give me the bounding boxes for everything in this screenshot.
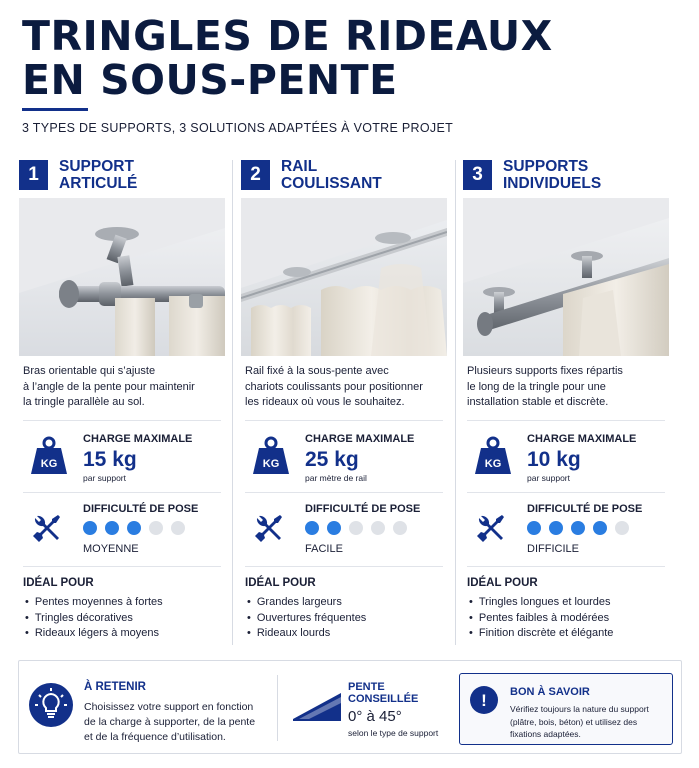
charge-value: 25 kg [305, 448, 359, 471]
divider [245, 492, 443, 493]
ideal-list [245, 595, 445, 642]
charge-unit: par mètre de rail [305, 473, 367, 483]
svg-text:!: ! [481, 691, 487, 710]
ideal-heading: IDÉAL POUR [467, 577, 538, 589]
charge-unit: par support [527, 473, 570, 483]
ideal-heading: IDÉAL POUR [23, 577, 94, 589]
product-photo-supports-individuels [463, 198, 669, 356]
column-title: RAIL COULISSANT [281, 158, 382, 192]
title-line-2: EN SOUS-PENTE [22, 56, 398, 104]
wrench-screwdriver-icon [475, 512, 507, 544]
wrench-screwdriver-icon [31, 512, 63, 544]
savoir-text: Vérifiez toujours la nature du support (plâtre, bois, béton) et utilisez des fixations adaptées. [510, 704, 649, 739]
ideal-list [467, 595, 667, 642]
difficulty-dot [571, 521, 585, 535]
column-divider [455, 160, 456, 645]
pente-title: PENTE CONSEILLÉE [348, 681, 419, 705]
list-item: • Pentes faibles à modérées [467, 611, 667, 627]
svg-text:KG: KG [262, 458, 280, 470]
summary-panel [18, 660, 682, 754]
ideal-list [23, 595, 223, 642]
divider [467, 566, 665, 567]
difficulty-rating [83, 521, 193, 537]
divider [277, 675, 278, 741]
product-photo-support-articule [19, 198, 225, 356]
difficulty-dot [83, 521, 97, 535]
column-divider [232, 160, 233, 645]
list-item: • Pentes moyennes à fortes [23, 595, 223, 611]
charge-label: CHARGE MAXIMALE [305, 433, 415, 445]
charge-label: CHARGE MAXIMALE [527, 433, 637, 445]
svg-text:KG: KG [484, 458, 502, 470]
wrench-screwdriver-icon [253, 512, 285, 544]
difficulty-dot [127, 521, 141, 535]
weight-kg-icon [473, 436, 513, 476]
lightbulb-icon [29, 683, 73, 727]
difficulty-dot [149, 521, 163, 535]
page-subtitle: 3 TYPES DE SUPPORTS, 3 SOLUTIONS ADAPTÉES À VOTRE PROJET [22, 121, 454, 135]
column-title: SUPPORT ARTICULÉ [59, 158, 138, 192]
difficulty-dot [305, 521, 319, 535]
divider [23, 420, 221, 421]
pente-value: 0° à 45° [348, 708, 402, 725]
list-item: • Tringles décoratives [23, 611, 223, 627]
list-item: • Tringles longues et lourdes [467, 595, 667, 611]
list-item: • Ouvertures fréquentes [245, 611, 445, 627]
charge-value: 10 kg [527, 448, 581, 471]
difficulty-dot [349, 521, 363, 535]
ideal-heading: IDÉAL POUR [245, 577, 316, 589]
difficulty-rating [305, 521, 415, 537]
charge-label: CHARGE MAXIMALE [83, 433, 193, 445]
charge-value: 15 kg [83, 448, 137, 471]
difficulty-label: DIFFICULTÉ DE POSE [527, 503, 643, 515]
column-supports-individuels [463, 158, 669, 648]
page-title [22, 14, 682, 102]
difficulty-value: MOYENNE [83, 543, 139, 555]
list-item: • Finition discrète et élégante [467, 626, 667, 642]
weight-kg-icon [251, 436, 291, 476]
divider [23, 492, 221, 493]
column-number: 3 [463, 160, 492, 190]
exclamation-icon [470, 686, 498, 714]
column-rail-coulissant [241, 158, 447, 648]
difficulty-dot [549, 521, 563, 535]
savoir-title: BON À SAVOIR [510, 686, 590, 698]
divider [245, 566, 443, 567]
product-photo-rail-coulissant [241, 198, 447, 356]
difficulty-dot [327, 521, 341, 535]
column-title: SUPPORTS INDIVIDUELS [503, 158, 602, 192]
divider [245, 420, 443, 421]
slope-triangle-icon [291, 691, 343, 721]
difficulty-dot [105, 521, 119, 535]
divider [467, 420, 665, 421]
column-number: 2 [241, 160, 270, 190]
difficulty-dot [615, 521, 629, 535]
retenir-title: À RETENIR [84, 681, 146, 693]
title-line-1: TRINGLES DE RIDEAUX [22, 12, 553, 60]
difficulty-dot [171, 521, 185, 535]
title-underline [22, 108, 88, 111]
difficulty-label: DIFFICULTÉ DE POSE [83, 503, 199, 515]
list-item: • Grandes largeurs [245, 595, 445, 611]
difficulty-label: DIFFICULTÉ DE POSE [305, 503, 421, 515]
divider [23, 566, 221, 567]
column-description: Rail fixé à la sous-pente avec chariots coulissants pour positionner les rideaux où vous le souhaitez. [245, 365, 423, 408]
difficulty-value: DIFFICILE [527, 543, 579, 555]
column-number: 1 [19, 160, 48, 190]
difficulty-rating [527, 521, 637, 537]
column-description: Plusieurs supports fixes répartis le long de la tringle pour une installation stable et discrète. [467, 365, 623, 408]
difficulty-dot [527, 521, 541, 535]
svg-text:KG: KG [40, 458, 58, 470]
charge-unit: par support [83, 473, 126, 483]
pente-note: selon le type de support [348, 728, 439, 738]
bon-a-savoir-box [459, 673, 673, 745]
retenir-text: Choisissez votre support en fonction de la charge à supporter, de la pente et de la fréquence d’utilisation. [84, 701, 256, 743]
difficulty-value: FACILE [305, 543, 343, 555]
list-item: • Rideaux légers à moyens [23, 626, 223, 642]
column-support-articule [19, 158, 225, 648]
divider [467, 492, 665, 493]
difficulty-dot [393, 521, 407, 535]
difficulty-dot [593, 521, 607, 535]
list-item: • Rideaux lourds [245, 626, 445, 642]
column-description: Bras orientable qui s’ajuste à l’angle de la pente pour maintenir la tringle parallèle au sol. [23, 365, 195, 408]
weight-kg-icon [29, 436, 69, 476]
difficulty-dot [371, 521, 385, 535]
